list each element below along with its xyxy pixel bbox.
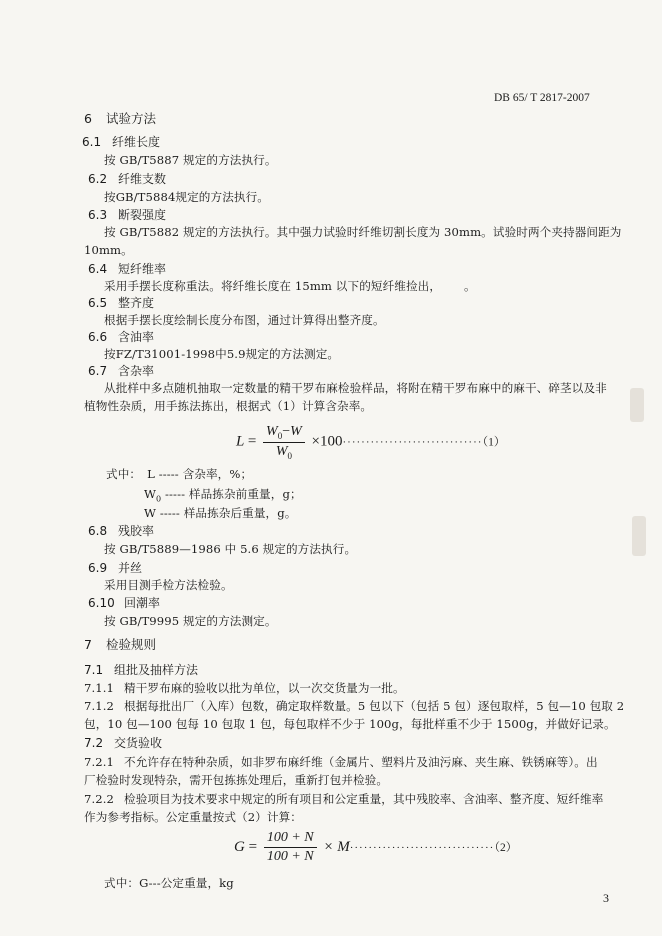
heading-title: 纤维长度	[112, 135, 161, 149]
fraction-numerator: 100 + N	[264, 830, 317, 848]
paragraph-7-1-1	[84, 681, 405, 695]
document-code: DB 65/ T 2817-2007	[494, 92, 590, 104]
paragraph-6-7-line-1: 从批样中多点随机抽取一定数量的精干罗布麻检验样品，将附在精干罗布麻中的麻干、碎茎以及非	[104, 381, 607, 395]
where-symbol: W	[144, 487, 157, 501]
where-2-line-1: 式中：G---公定重量，kg	[104, 876, 234, 890]
heading-number: 6.6	[88, 330, 108, 344]
heading-number: 6.9	[88, 561, 108, 575]
formula-2	[234, 830, 517, 865]
paragraph-6-5: 根据手摆长度绘制长度分布图，通过计算得出整齐度。	[104, 313, 385, 327]
heading-number: 6.4	[88, 262, 108, 276]
formula-fraction	[264, 830, 317, 865]
where-1-line-1	[106, 467, 252, 481]
where-symbol: L	[147, 467, 155, 481]
fraction-numerator	[263, 424, 305, 443]
paragraph-6-9: 采用目测手检方法检验。	[104, 578, 233, 592]
heading-title: 短纤维率	[118, 262, 167, 276]
fraction-denominator	[263, 443, 305, 461]
heading-title: 组批及抽样方法	[114, 663, 199, 677]
heading-title: 含杂率	[118, 364, 155, 378]
heading-6-1	[82, 135, 160, 149]
formula-equals: =	[247, 433, 257, 450]
section-title: 检验规则	[106, 637, 157, 652]
heading-6-9	[88, 561, 142, 575]
paragraph-6-2: 按GB/T5884规定的方法执行。	[104, 190, 269, 204]
where-label: 式中：	[106, 467, 142, 481]
where-description: ----- 样品拣杂前重量，g；	[161, 487, 302, 501]
heading-number: 7.1	[84, 663, 104, 677]
where-subscript: 0	[156, 494, 162, 504]
section-title: 试验方法	[106, 111, 157, 126]
section-6-heading	[84, 112, 156, 126]
heading-title: 并丝	[118, 561, 143, 575]
heading-title: 含油率	[118, 330, 155, 344]
numerator-term-a: W	[266, 424, 278, 439]
where-1-line-2	[144, 487, 302, 506]
clause-text: 精干罗布麻的验收以批为单位，以一次交货量为一批。	[124, 681, 405, 695]
heading-6-6	[88, 330, 154, 344]
heading-title: 回潮率	[124, 596, 161, 610]
heading-6-7	[88, 364, 154, 378]
clause-number: 7.1.2	[84, 699, 114, 713]
paragraph-6-10: 按 GB/T9995 规定的方法测定。	[104, 614, 277, 628]
formula-lhs: G	[234, 838, 245, 855]
heading-6-3	[88, 208, 166, 222]
heading-title: 交货验收	[114, 736, 163, 750]
section-number: 7	[84, 637, 92, 652]
formula-equals: =	[248, 838, 258, 855]
clause-number: 7.1.1	[84, 681, 114, 695]
heading-number: 6.2	[88, 172, 108, 186]
clause-number: 7.2.1	[84, 755, 114, 769]
scan-artifact	[630, 388, 644, 422]
formula-fraction	[263, 424, 305, 461]
heading-number: 6.7	[88, 364, 108, 378]
heading-number: 6.3	[88, 208, 108, 222]
where-description: ----- 样品拣杂后重量，g。	[156, 506, 297, 520]
where-1-line-3	[144, 506, 296, 520]
section-7-heading	[84, 638, 156, 652]
equation-number: （1）	[482, 436, 506, 449]
formula-1	[236, 424, 505, 461]
heading-title: 断裂强度	[118, 208, 167, 222]
paragraph-6-4: 采用手摆长度称重法。将纤维长度在 15mm 以下的短纤维捡出，	[104, 279, 442, 293]
equation-number: （2）	[494, 841, 518, 854]
heading-number: 6.8	[88, 524, 108, 538]
clause-text: 检验项目为技术要求中规定的所有项目和公定重量，其中残胶率、含油率、整齐度、短纤维率	[124, 792, 604, 806]
heading-number: 6.1	[82, 135, 102, 149]
numerator-subscript: 0	[277, 430, 283, 441]
clause-text: 不允许存在特种杂质，如非罗布麻纤维（金属片、塑料片及油污麻、夹生麻、铁锈麻等）。出	[124, 755, 598, 769]
heading-number: 6.10	[88, 596, 115, 610]
heading-7-2	[84, 736, 162, 750]
paragraph-6-1: 按 GB/T5887 规定的方法执行。	[104, 153, 277, 167]
heading-number: 7.2	[84, 736, 104, 750]
paragraph-6-3-line-2: 10mm。	[84, 243, 133, 257]
paragraph-6-4-end: 。	[464, 279, 476, 293]
scan-artifact	[632, 516, 646, 556]
where-symbol: W	[144, 506, 157, 520]
heading-6-5	[88, 296, 154, 310]
paragraph-7-2-2-line-2: 作为参考指标。公定重量按式（2）计算：	[84, 810, 302, 824]
clause-number: 7.2.2	[84, 792, 114, 806]
leader-dots: ·······························	[349, 841, 495, 854]
leader-dots: ······························	[342, 436, 483, 449]
section-number: 6	[84, 111, 92, 126]
heading-number: 6.5	[88, 296, 108, 310]
heading-7-1	[84, 663, 198, 677]
where-description: ----- 含杂率，%；	[154, 467, 253, 481]
clause-text: 根据每批出厂（入库）包数，确定取样数量。5 包以下（包括 5 包）逐包取样，5 包—10 包取 2	[124, 699, 625, 713]
heading-title: 残胶率	[118, 524, 155, 538]
heading-6-2	[88, 172, 166, 186]
paragraph-7-2-1-line-2: 厂检验时发现特杂，需开包拣拣处理后，重新打包并检验。	[84, 773, 389, 787]
paragraph-7-1-2-line-2: 包，10 包—100 包每 10 包取 1 包，每包取样不少于 100g，每批样重不少于 1500g，并做好记录。	[84, 717, 616, 731]
paragraph-6-7-line-2: 植物性杂质，用手拣法拣出，根据式（1）计算含杂率。	[84, 399, 373, 413]
formula-multiplier: ×100	[311, 433, 343, 450]
fraction-denominator: 100 + N	[266, 849, 314, 864]
heading-6-4	[88, 262, 166, 276]
formula-multiplier: × M	[323, 838, 350, 855]
heading-6-8	[88, 524, 154, 538]
paragraph-7-2-1-line-1	[84, 755, 598, 769]
numerator-term-b: W	[290, 424, 302, 439]
page-number: 3	[603, 891, 609, 905]
heading-6-10	[88, 596, 160, 610]
heading-title: 纤维支数	[118, 172, 167, 186]
paragraph-6-6: 按FZ/T31001-1998中5.9规定的方法测定。	[104, 347, 340, 361]
formula-lhs: L	[236, 433, 245, 450]
paragraph-6-8: 按 GB/T5889—1986 中 5.6 规定的方法执行。	[104, 542, 357, 556]
paragraph-7-2-2-line-1	[84, 792, 603, 806]
denominator-term: W	[275, 443, 288, 459]
paragraph-7-1-2-line-1	[84, 699, 624, 713]
heading-title: 整齐度	[118, 296, 155, 310]
minus-sign: −	[282, 424, 291, 439]
denominator-subscript: 0	[287, 450, 292, 461]
paragraph-6-3-line-1: 按 GB/T5882 规定的方法执行。其中强力试验时纤维切割长度为 30mm。试验时两个夹持器间距为	[104, 225, 622, 239]
